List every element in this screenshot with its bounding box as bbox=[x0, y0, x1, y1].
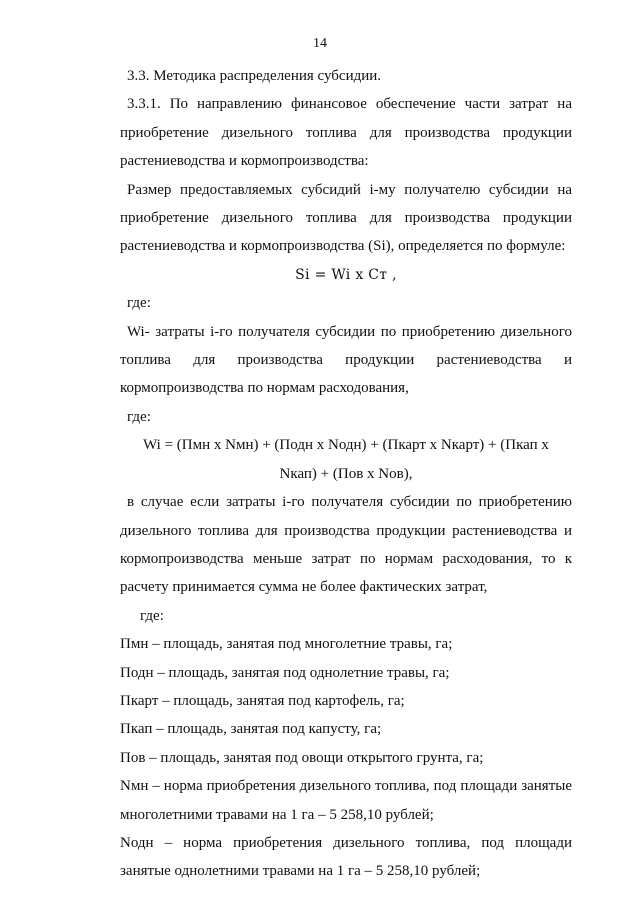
formula-wi-line-2: Nкап) + (Пов x Nов), bbox=[279, 465, 413, 482]
formula-wi-line-1: Wi = (Пмн x Nмн) + (Подн x Nодн) + (Пкарт x Nкарт) + (Пкап x bbox=[143, 437, 549, 454]
definition-nmn: Nмн – норма приобретения дизельного топлива, под площади занятые многолетними травами на 1 га – 5 258,10 рублей; bbox=[120, 778, 572, 823]
where-label-2: где: bbox=[127, 408, 151, 425]
paragraph-subsidy-size: Размер предоставляемых субсидий i-му получателю субсидии на приобретение дизельного топлива для производства продукции растениеводства и кормопроизводства (Si), определяется по формуле: bbox=[120, 181, 572, 255]
definition-podn: Подн – площадь, занятая под однолетние травы, га; bbox=[120, 664, 450, 681]
definition-nodn: Nодн – норма приобретения дизельного топлива, под площади занятые однолетними травами на 1 га – 5 258,10 рублей; bbox=[120, 834, 572, 880]
definition-pkart: Пкарт – площадь, занятая под картофель, га; bbox=[120, 692, 405, 709]
paragraph-actual-costs: в случае если затраты i-го получателя субсидии по приобретению дизельного топлива для производства продукции растениеводства и кормопроизводства меньше затрат по нормам расходования, то к расчету принимается сумма не более фактических затрат, bbox=[120, 494, 572, 596]
paragraph-3-3-1: 3.3.1. По направлению финансовое обеспечение части затрат на приобретение дизельного топлива для производства продукции растениеводства и кормопроизводства: bbox=[120, 96, 572, 170]
page-content bbox=[120, 62, 572, 886]
where-label-1: где: bbox=[127, 295, 151, 312]
where-label-3: где: bbox=[140, 607, 164, 624]
definition-pov: Пов – площадь, занятая под овощи открытого грунта, га; bbox=[120, 749, 484, 766]
definition-pmn: Пмн – площадь, занятая под многолетние травы, га; bbox=[120, 636, 453, 653]
formula-si: Si = Wi x Ст , bbox=[295, 266, 397, 283]
definition-pkap: Пкап – площадь, занятая под капусту, га; bbox=[120, 721, 382, 738]
section-heading: 3.3. Методика распределения субсидии. bbox=[127, 68, 382, 84]
page-number: 14 bbox=[313, 36, 327, 51]
paragraph-wi-definition: Wi- затраты i-го получателя субсидии по приобретению дизельного топлива для производства продукции растениеводства и кормопроизводства по нормам расходования, bbox=[120, 323, 572, 397]
